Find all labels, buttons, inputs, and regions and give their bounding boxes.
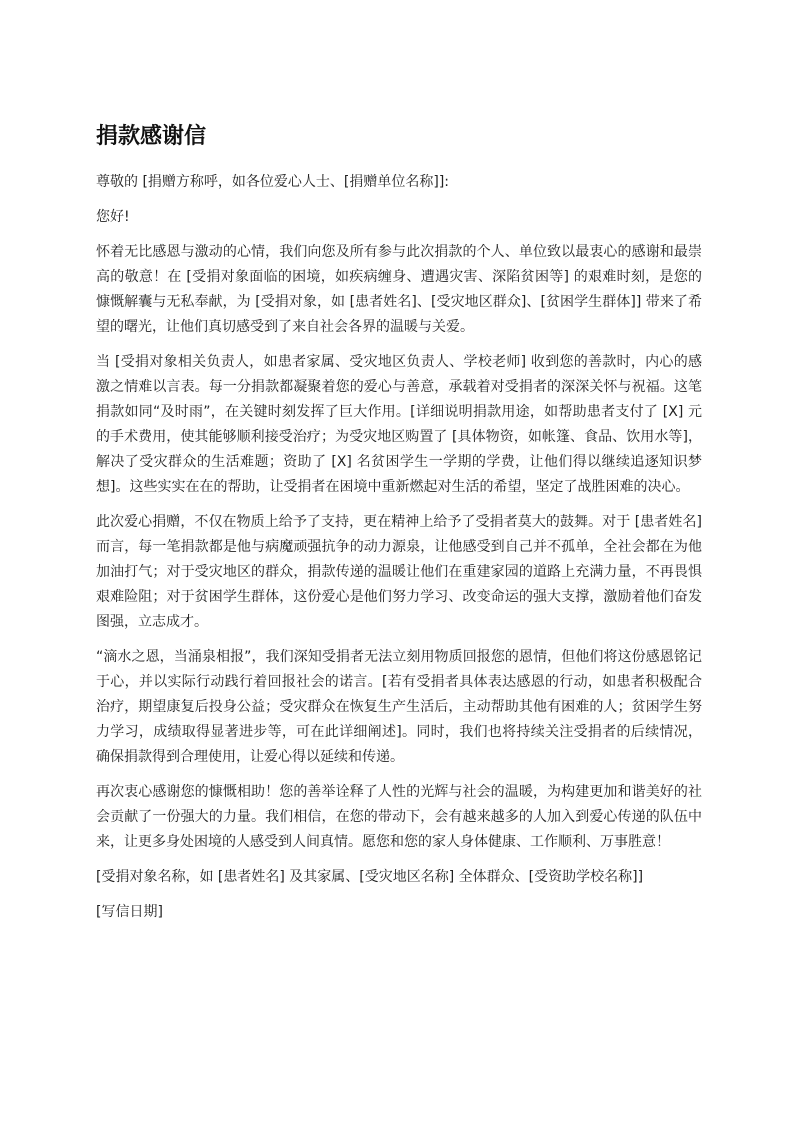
letter-greeting: 您好! [96, 209, 130, 225]
letter-salutation: 尊敬的 [捐赠方称呼，如各位爱心人士、[捐赠单位名称]]: [96, 174, 450, 190]
letter-title: 捐款感谢信 [96, 124, 207, 149]
letter-page [96, 120, 702, 935]
letter-paragraph: “滴水之恩，当涌泉相报”，我们深知受捐者无法立刻用物质回报您的恩情，但他们将这份感恩铭记于心，并以实际行动践行着回报社会的诺言。[若有受捐者具体表达感恩的行动，如患者积极配合治疗，期望康复后投身公益；受灾群众在恢复生产生活后，主动帮助其他有困难的人；贫困学生努力学习，成绩取得显著进步等，可在此详细阐述]。同时，我们也将持续关注受捐者的后续情况，确保捐款得到合理使用，让爱心得以延续和传递。 [96, 649, 702, 765]
letter-paragraph: 当 [受捐对象相关负责人，如患者家属、受灾地区负责人、学校老师] 收到您的善款时，内心的感激之情难以言表。每一分捐款都凝聚着您的爱心与善意，承载着对受捐者的深深关怀与祝福。这笔捐款如同“及时雨”，在关键时刻发挥了巨大作用。[详细说明捐款用途，如帮助患者支付了 [X] 元的手术费用，使其能够顺利接受治疗；为受灾地区购置了 [具体物资，如帐篷、食品、饮用水等]，解决了受灾群众的生活难题；资助了 [X] 名贫困学生一学期的学费，让他们得以继续追逐知识梦想]。这些实实在在的帮助，让受捐者在困境中重新燃起对生活的希望，坚定了战胜困难的决心。 [96, 354, 702, 495]
letter-signature: [受捐对象名称，如 [患者姓名] 及其家属、[受灾地区名称] 全体群众、[受资助学校名称]] [96, 869, 644, 885]
letter-date: [写信日期] [96, 904, 163, 920]
letter-paragraph: 再次衷心感谢您的慷慨相助！您的善举诠释了人性的光辉与社会的温暖，为构建更加和谐美好的社会贡献了一份强大的力量。我们相信，在您的带动下，会有越来越多的人加入到爱心传递的队伍中来，让更多身处困境的人感受到人间真情。愿您和您的家人身体健康、工作顺利、万事胜意！ [96, 784, 702, 850]
letter-paragraph: 此次爱心捐赠，不仅在物质上给予了支持，更在精神上给予了受捐者莫大的鼓舞。对于 [患者姓名] 而言，每一笔捐款都是他与病魔顽强抗争的动力源泉，让他感受到自己并不孤单，全社会都在为他加油打气；对于受灾地区的群众，捐款传递的温暖让他们在重建家园的道路上充满力量，不再畏惧艰难险阻；对于贫困学生群体，这份爱心是他们努力学习、改变命运的强大支撑，激励着他们奋发图强，立志成才。 [96, 514, 702, 630]
letter-paragraph: 怀着无比感恩与激动的心情，我们向您及所有参与此次捐款的个人、单位致以最衷心的感谢和最崇高的敬意！在 [受捐对象面临的困境，如疾病缠身、遭遇灾害、深陷贫困等] 的艰难时刻，是您的慷慨解囊与无私奉献，为 [受捐对象，如 [患者姓名]、[受灾地区群众]、[贫困学生群体]] 带来了希望的曙光，让他们真切感受到了来自社会各界的温暖与关爱。 [96, 244, 702, 335]
